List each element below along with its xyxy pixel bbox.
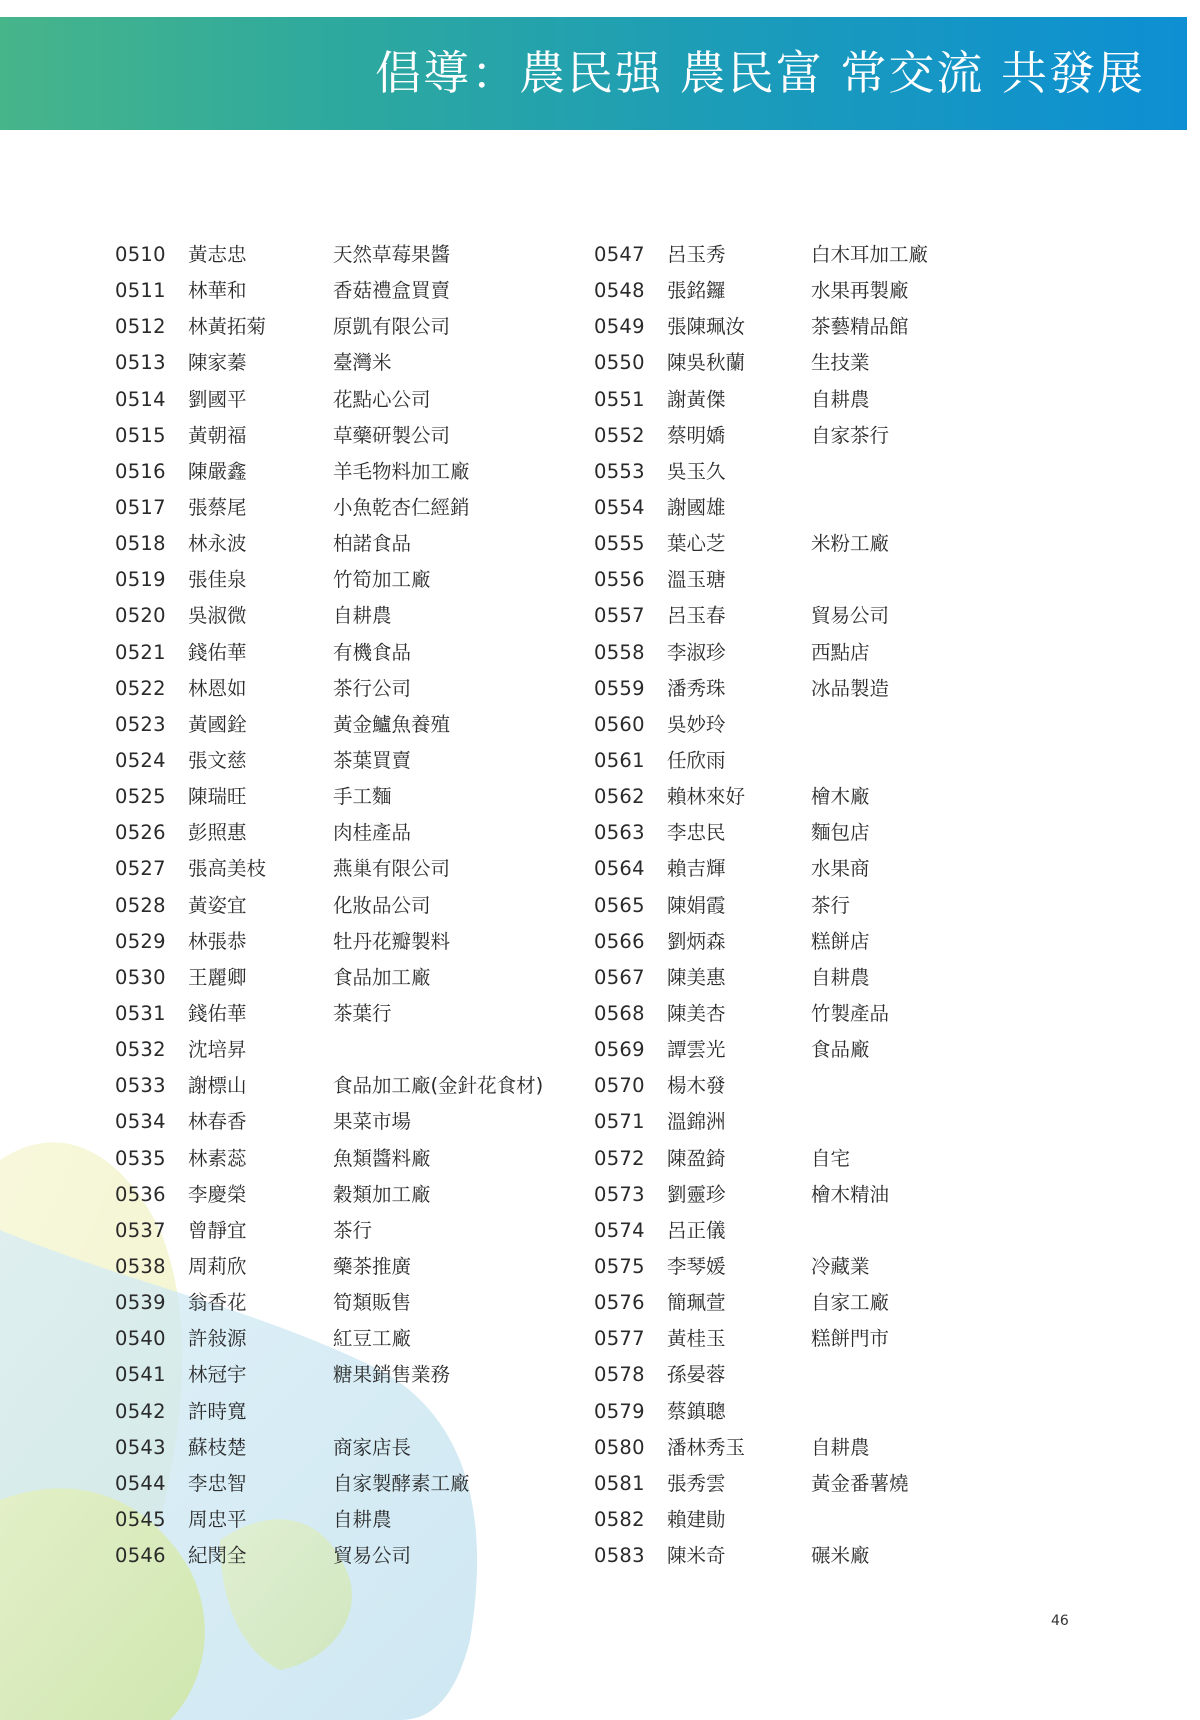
roster-member-name: 黃桂玉 <box>667 1327 726 1351</box>
roster-member-business: 白木耳加工廠 <box>811 243 929 266</box>
roster-member-name: 張銘鑼 <box>667 279 726 303</box>
roster-member-number: 0540 <box>115 1327 166 1351</box>
roster-member-number: 0576 <box>594 1291 645 1315</box>
roster-member-name: 紀閔全 <box>188 1544 247 1568</box>
roster-member-name: 陳米奇 <box>667 1544 726 1568</box>
roster-member-number: 0541 <box>115 1363 166 1387</box>
roster-member-name: 呂玉春 <box>667 604 726 628</box>
roster-member-business: 自耕農 <box>333 1507 392 1531</box>
roster-member-number: 0565 <box>594 893 645 917</box>
roster-member-name: 林素蕊 <box>188 1146 247 1170</box>
roster-member-name: 張陳珮汝 <box>667 315 746 339</box>
roster-member-business: 貿易公司 <box>811 604 890 628</box>
roster-member-name: 吳玉久 <box>667 459 726 483</box>
roster-member-name: 蔡鎮聰 <box>667 1399 726 1423</box>
roster-member-number: 0557 <box>594 604 645 628</box>
roster-member-business: 紅豆工廠 <box>333 1327 412 1351</box>
page-number: 46 <box>1051 1613 1069 1629</box>
roster-member-name: 蘇枝楚 <box>188 1435 247 1459</box>
roster-member-name: 劉炳森 <box>667 929 726 953</box>
roster-member-name: 張秀雲 <box>667 1471 726 1495</box>
roster-member-name: 吳淑微 <box>188 604 247 628</box>
roster-member-business: 糕餅門市 <box>811 1327 890 1351</box>
roster-member-number: 0534 <box>115 1110 166 1134</box>
roster-member-number: 0537 <box>115 1218 166 1242</box>
roster-member-name: 黃國銓 <box>188 712 247 736</box>
roster-member-business: 天然草莓果醬 <box>333 243 451 266</box>
roster-member-name: 蔡明嬌 <box>667 423 726 447</box>
header-banner <box>0 17 1187 130</box>
roster-member-business: 米粉工廠 <box>811 532 890 556</box>
roster-member-number: 0531 <box>115 1001 166 1025</box>
roster-member-number: 0564 <box>594 857 645 881</box>
roster-member-business: 茶葉行 <box>333 1001 392 1025</box>
roster-member-business: 竹製產品 <box>811 1001 890 1025</box>
roster-member-business: 小魚乾杏仁經銷 <box>333 495 470 519</box>
roster-member-business: 自家茶行 <box>811 423 890 447</box>
roster-member-number: 0529 <box>115 929 166 953</box>
roster-member-name: 劉靈珍 <box>667 1182 726 1206</box>
roster-member-name: 沈培昇 <box>188 1038 247 1062</box>
roster-member-business: 自耕農 <box>333 604 392 628</box>
roster-member-number: 0521 <box>115 640 166 664</box>
roster-member-name: 陳家蓁 <box>188 351 247 375</box>
roster-member-number: 0550 <box>594 351 645 375</box>
roster-member-name: 潘秀珠 <box>667 676 726 700</box>
roster-member-name: 彭照惠 <box>188 821 247 845</box>
roster-member-business: 糕餅店 <box>811 929 870 953</box>
roster-member-number: 0570 <box>594 1074 645 1098</box>
roster-member-number: 0577 <box>594 1327 645 1351</box>
roster-member-number: 0543 <box>115 1435 166 1459</box>
roster-member-name: 張蔡尾 <box>188 495 247 519</box>
roster-member-business: 食品加工廠 <box>333 965 431 989</box>
roster-member-number: 0552 <box>594 423 645 447</box>
roster-member-name: 孫晏蓉 <box>667 1363 726 1387</box>
roster-member-business: 自家製酵素工廠 <box>333 1471 470 1495</box>
roster-member-number: 0551 <box>594 387 645 411</box>
roster-member-business: 化妝品公司 <box>333 893 431 917</box>
roster-member-name: 錢佑華 <box>188 1001 247 1025</box>
roster-member-number: 0563 <box>594 821 645 845</box>
roster-member-name: 李慶榮 <box>188 1182 247 1206</box>
roster-member-business: 果菜市場 <box>333 1110 412 1134</box>
roster-member-business: 貿易公司 <box>333 1544 412 1568</box>
page-title: 倡導：農民强 農民富 常交流 共發展 <box>375 46 1145 100</box>
roster-member-business: 水果商 <box>811 857 870 881</box>
roster-member-name: 林冠宇 <box>188 1363 247 1387</box>
roster-member-number: 0514 <box>115 387 166 411</box>
roster-member-name: 張佳泉 <box>188 568 247 592</box>
roster-member-business: 穀類加工廠 <box>333 1182 431 1206</box>
roster-member-name: 林華和 <box>188 279 247 303</box>
roster-member-business: 魚類醬料廠 <box>333 1146 431 1170</box>
roster-member-name: 溫玉瑭 <box>667 568 726 592</box>
roster-member-name: 周忠平 <box>188 1507 247 1531</box>
roster-member-number: 0547 <box>594 243 645 266</box>
roster-member-name: 李淑珍 <box>667 640 726 664</box>
roster-member-number: 0568 <box>594 1001 645 1025</box>
roster-member-business: 食品加工廠(金針花食材) <box>333 1074 544 1098</box>
roster-member-number: 0567 <box>594 965 645 989</box>
roster-member-number: 0572 <box>594 1146 645 1170</box>
roster-member-number: 0512 <box>115 315 166 339</box>
roster-member-business: 原凱有限公司 <box>333 315 451 339</box>
roster-member-number: 0582 <box>594 1507 645 1531</box>
roster-member-name: 陳娟霞 <box>667 893 726 917</box>
roster-member-name: 張文慈 <box>188 748 247 772</box>
roster-member-name: 賴吉輝 <box>667 857 726 881</box>
roster-member-business: 檜木廠 <box>811 785 870 809</box>
roster-member-number: 0525 <box>115 785 166 809</box>
roster-member-name: 葉心芝 <box>667 532 726 556</box>
roster-member-business: 黃金鱸魚養殖 <box>333 712 451 736</box>
roster-member-number: 0581 <box>594 1471 645 1495</box>
roster-member-number: 0580 <box>594 1435 645 1459</box>
roster-member-business: 自耕農 <box>811 965 870 989</box>
roster-member-number: 0517 <box>115 495 166 519</box>
roster-member-number: 0522 <box>115 676 166 700</box>
roster-member-number: 0533 <box>115 1074 166 1098</box>
roster-member-name: 許時寬 <box>188 1399 247 1423</box>
roster-member-business: 水果再製廠 <box>811 279 909 303</box>
roster-member-business: 食品廠 <box>811 1038 870 1062</box>
roster-member-business: 茶行 <box>333 1218 373 1242</box>
roster-member-name: 陳盈錡 <box>667 1146 726 1170</box>
roster-member-name: 黃姿宜 <box>188 893 247 917</box>
roster-member-name: 林恩如 <box>188 676 247 700</box>
roster-member-business: 羊毛物料加工廠 <box>333 459 470 483</box>
roster-member-number: 0578 <box>594 1363 645 1387</box>
roster-member-number: 0515 <box>115 423 166 447</box>
roster-member-number: 0549 <box>594 315 645 339</box>
roster-member-name: 溫錦洲 <box>667 1110 726 1134</box>
roster-member-business: 商家店長 <box>333 1435 412 1459</box>
roster-member-name: 賴建勛 <box>667 1507 726 1531</box>
roster-member-business: 牡丹花瓣製料 <box>333 929 451 953</box>
roster-member-business: 西點店 <box>811 640 870 664</box>
roster-member-number: 0513 <box>115 351 166 375</box>
roster-member-business: 自耕農 <box>811 1435 870 1459</box>
roster-member-business: 臺灣米 <box>333 351 392 375</box>
roster-member-name: 陳美杏 <box>667 1001 726 1025</box>
roster-member-number: 0569 <box>594 1038 645 1062</box>
roster-member-name: 吳妙玲 <box>667 712 726 736</box>
roster-member-name: 陳瑞旺 <box>188 785 247 809</box>
roster-member-number: 0518 <box>115 532 166 556</box>
roster-member-number: 0555 <box>594 532 645 556</box>
roster-member-number: 0544 <box>115 1471 166 1495</box>
roster-member-number: 0524 <box>115 748 166 772</box>
roster-member-number: 0579 <box>594 1399 645 1423</box>
roster-member-number: 0542 <box>115 1399 166 1423</box>
roster-member-business: 自耕農 <box>811 387 870 411</box>
roster-member-number: 0574 <box>594 1218 645 1242</box>
roster-member-name: 林春香 <box>188 1110 247 1134</box>
roster-member-name: 許敍源 <box>188 1327 247 1351</box>
roster-member-business: 冰品製造 <box>811 676 890 700</box>
roster-member-name: 王麗卿 <box>188 965 247 989</box>
roster-member-name: 謝標山 <box>188 1074 247 1098</box>
roster-member-business: 燕巢有限公司 <box>333 857 451 881</box>
roster-member-name: 陳嚴鑫 <box>188 459 247 483</box>
roster-member-name: 楊木發 <box>667 1074 726 1098</box>
roster-member-business: 柏諾食品 <box>333 532 412 556</box>
roster-member-number: 0548 <box>594 279 645 303</box>
roster-member-number: 0560 <box>594 712 645 736</box>
roster-member-number: 0571 <box>594 1110 645 1134</box>
roster-member-business: 藥茶推廣 <box>333 1254 412 1278</box>
roster-member-business: 筍類販售 <box>333 1291 412 1315</box>
roster-member-business: 茶葉買賣 <box>333 748 412 772</box>
roster-member-business: 自家工廠 <box>811 1291 890 1315</box>
roster-member-business: 黃金番薯燒 <box>811 1471 909 1495</box>
roster-member-number: 0554 <box>594 495 645 519</box>
roster-member-name: 李忠民 <box>667 821 726 845</box>
roster-member-number: 0566 <box>594 929 645 953</box>
roster-member-name: 李琴媛 <box>667 1254 726 1278</box>
roster-member-number: 0558 <box>594 640 645 664</box>
roster-member-business: 香菇禮盒買賣 <box>333 279 451 303</box>
roster-member-name: 劉國平 <box>188 387 247 411</box>
roster-member-number: 0511 <box>115 279 166 303</box>
roster-member-name: 錢佑華 <box>188 640 247 664</box>
roster-member-number: 0556 <box>594 568 645 592</box>
roster-member-number: 0520 <box>115 604 166 628</box>
roster-member-name: 呂玉秀 <box>667 243 726 266</box>
roster-member-business: 自宅 <box>811 1146 851 1170</box>
roster-member-business: 茶藝精品館 <box>811 315 909 339</box>
roster-member-name: 簡珮萱 <box>667 1291 726 1315</box>
roster-member-business: 冷藏業 <box>811 1254 870 1278</box>
roster-member-name: 張高美枝 <box>188 857 267 881</box>
roster-member-name: 陳吳秋蘭 <box>667 351 746 375</box>
roster-member-number: 0528 <box>115 893 166 917</box>
roster-member-business: 碾米廠 <box>811 1544 870 1568</box>
roster-member-business: 有機食品 <box>333 640 412 664</box>
roster-member-name: 翁香花 <box>188 1291 247 1315</box>
roster-member-name: 賴林來好 <box>667 785 746 809</box>
roster-member-name: 呂正儀 <box>667 1218 726 1242</box>
roster-member-name: 林張恭 <box>188 929 247 953</box>
roster-member-number: 0519 <box>115 568 166 592</box>
roster-member-number: 0530 <box>115 965 166 989</box>
roster-member-name: 林黃拓菊 <box>188 315 267 339</box>
roster-member-number: 0575 <box>594 1254 645 1278</box>
roster-member-number: 0561 <box>594 748 645 772</box>
roster-member-business: 茶行 <box>811 893 851 917</box>
roster-member-number: 0546 <box>115 1544 166 1568</box>
roster-member-name: 周莉欣 <box>188 1254 247 1278</box>
roster-member-name: 李忠智 <box>188 1471 247 1495</box>
roster-member-name: 曾靜宜 <box>188 1218 247 1242</box>
roster-member-number: 0539 <box>115 1291 166 1315</box>
roster-member-name: 黃志忠 <box>188 243 247 266</box>
roster-member-number: 0516 <box>115 459 166 483</box>
roster-member-business: 糖果銷售業務 <box>333 1363 451 1387</box>
roster-member-name: 任欣雨 <box>667 748 726 772</box>
roster-member-number: 0562 <box>594 785 645 809</box>
roster-member-business: 花點心公司 <box>333 387 431 411</box>
roster-member-number: 0535 <box>115 1146 166 1170</box>
roster-member-number: 0526 <box>115 821 166 845</box>
roster-member-name: 潘林秀玉 <box>667 1435 746 1459</box>
roster-member-number: 0532 <box>115 1038 166 1062</box>
roster-member-name: 林永波 <box>188 532 247 556</box>
roster-member-business: 竹筍加工廠 <box>333 568 431 592</box>
roster-member-number: 0545 <box>115 1507 166 1531</box>
roster-member-number: 0573 <box>594 1182 645 1206</box>
roster-member-business: 檜木精油 <box>811 1182 890 1206</box>
roster-member-number: 0553 <box>594 459 645 483</box>
roster-member-number: 0583 <box>594 1544 645 1568</box>
roster-member-business: 茶行公司 <box>333 676 412 700</box>
roster-member-name: 黃朝福 <box>188 423 247 447</box>
roster-member-name: 謝國雄 <box>667 495 726 519</box>
roster-member-number: 0538 <box>115 1254 166 1278</box>
roster-member-business: 肉桂產品 <box>333 821 412 845</box>
roster-member-business: 手工麵 <box>333 785 392 809</box>
roster-member-number: 0527 <box>115 857 166 881</box>
roster-member-name: 陳美惠 <box>667 965 726 989</box>
roster-member-business: 麵包店 <box>811 821 870 845</box>
roster-member-number: 0523 <box>115 712 166 736</box>
roster-member-number: 0536 <box>115 1182 166 1206</box>
roster-member-number: 0510 <box>115 243 166 266</box>
roster-member-number: 0559 <box>594 676 645 700</box>
roster-member-name: 譚雲光 <box>667 1038 726 1062</box>
roster-member-business: 草藥研製公司 <box>333 423 451 447</box>
roster-member-business: 生技業 <box>811 351 870 375</box>
roster-member-name: 謝黃傑 <box>667 387 726 411</box>
